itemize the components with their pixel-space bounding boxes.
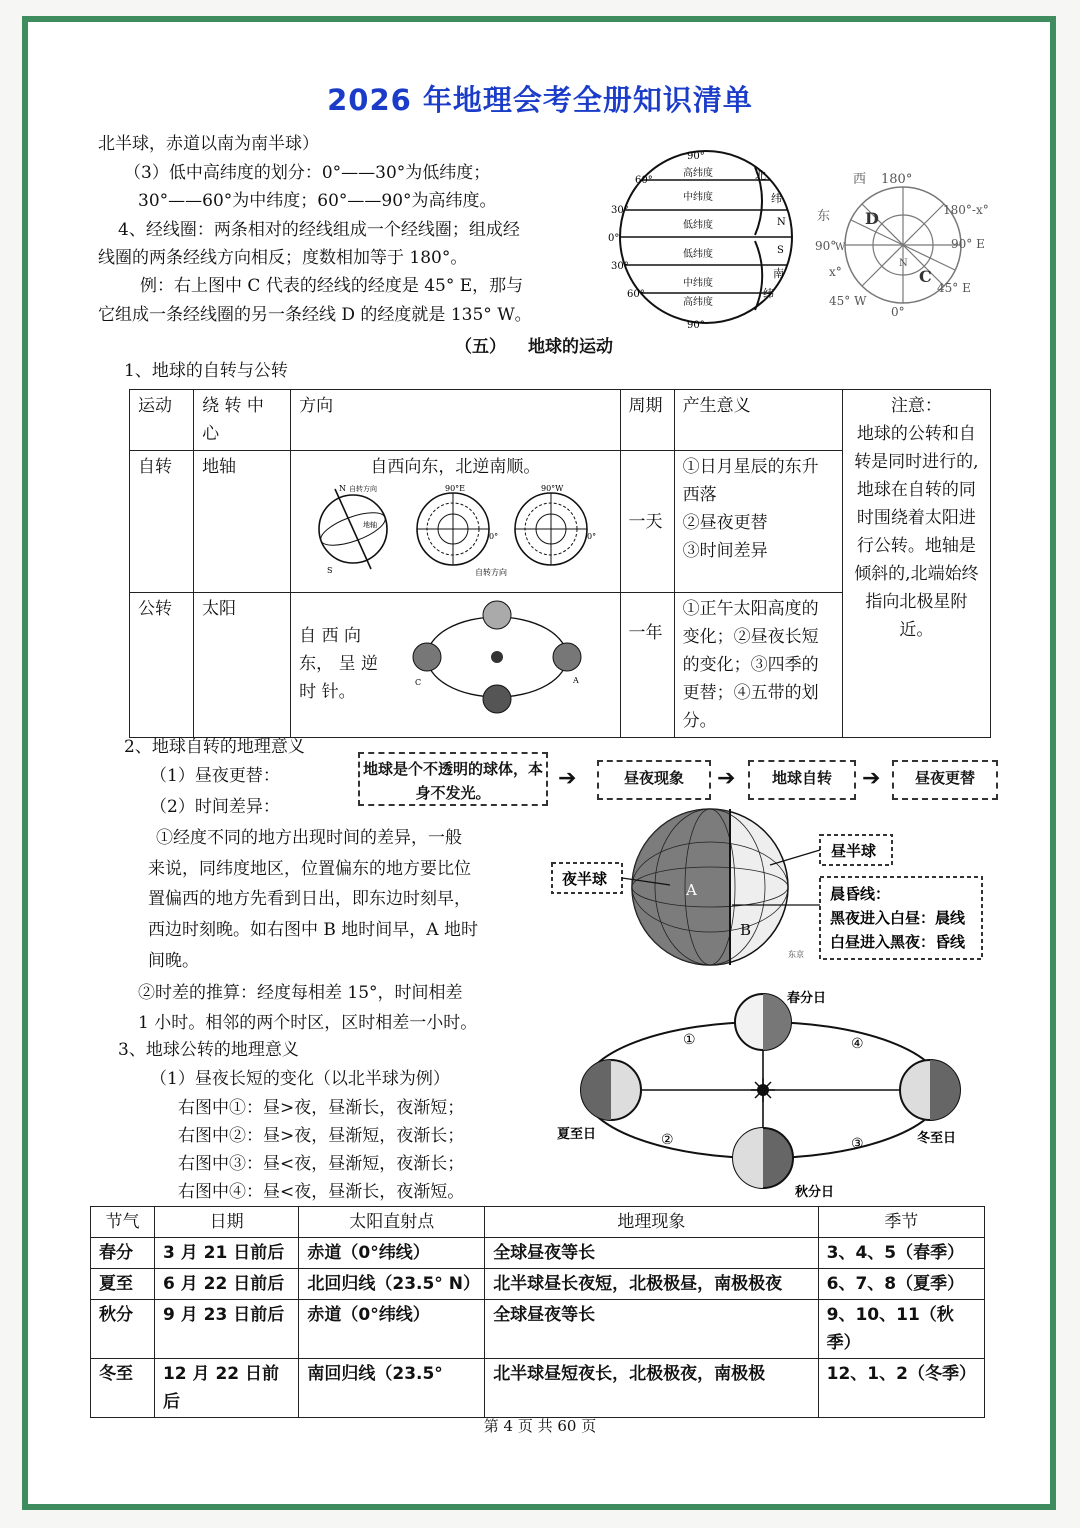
autumn-equinox-label: 秋分日 <box>795 1185 835 1200</box>
time-para-line: ①经度不同的地方出现时间的差异，一般 <box>156 828 462 848</box>
flow-arrow-icon: ➔ <box>862 766 881 791</box>
time-calc-line: ②时差的推算：经度每相差 15°，时间相差 <box>138 983 463 1003</box>
seasons-subheading: （1）昼夜长短的变化（以北半球为例） <box>150 1069 450 1089</box>
day-hemisphere-label: 昼半球 <box>831 842 877 860</box>
terminator-title: 晨昏线： <box>830 885 891 903</box>
n-label: N <box>777 217 786 228</box>
globe-figure <box>550 805 990 975</box>
flow-step-2: 昼夜现象 <box>597 760 711 800</box>
orbit-seg-3: ③ <box>851 1136 864 1152</box>
rev-c: C <box>415 678 422 687</box>
rot-0-a: 0° <box>489 532 499 541</box>
north-char: 纬 <box>771 192 782 205</box>
header-cell: 地理现象 <box>485 1207 818 1238</box>
time-calc-line: 1 小时。相邻的两个时区，区时相差一小时。 <box>138 1013 478 1033</box>
header-cell: 产生意义 <box>674 390 842 451</box>
heading-rotation-significance: 2、地球自转的地理意义 <box>124 737 305 757</box>
header-cell: 太阳直射点 <box>299 1207 485 1238</box>
point-a: A <box>686 881 697 899</box>
lat-left-label: 30° <box>611 261 629 272</box>
polar-right-top: 180°-x° <box>943 203 989 217</box>
season-cell: 6、7、8（夏季） <box>818 1269 984 1300</box>
date-cell: 3 月 21 日前后 <box>154 1238 298 1269</box>
season-line: 右图中④：昼<夜，昼渐长，夜渐短。 <box>178 1182 465 1202</box>
lat-band: 高纬度 <box>683 297 713 308</box>
header-cell: 周期 <box>620 390 674 451</box>
s-label: S <box>777 245 784 256</box>
revolution-direction-cell <box>291 593 620 738</box>
season-cell: 9、10、11（秋季） <box>818 1300 984 1359</box>
heading-rotation-revolution: 1、地球的自转与公转 <box>124 361 288 381</box>
heading-revolution-significance: 3、地球公转的地理意义 <box>118 1040 299 1060</box>
spring-equinox-label: 春分日 <box>787 991 827 1006</box>
rotation-meaning-item: ①日月星辰的东升西落 <box>682 457 819 505</box>
term-cell: 冬至 <box>91 1359 155 1418</box>
revolution-meaning: ①正午太阳高度的变化；②昼夜长短的变化；③四季的更替；④五带的划分。 <box>674 593 842 738</box>
lat-left-label: 60° <box>635 175 653 186</box>
south-char: 纬 <box>763 287 774 300</box>
table-row <box>91 1359 985 1418</box>
rotation-meaning <box>674 451 842 593</box>
lat-band: 低纬度 <box>683 249 713 260</box>
lat-band: 中纬度 <box>683 192 713 203</box>
intro-line: （3）低中高纬度的划分：0°——30°为低纬度； <box>124 163 491 183</box>
phenomenon-cell: 全球昼夜等长 <box>485 1238 818 1269</box>
east-label: 东 <box>817 209 831 224</box>
flow-arrow-icon: ➔ <box>717 766 736 791</box>
table-row <box>91 1269 985 1300</box>
subsolar-cell: 南回归线（23.5° <box>299 1359 485 1418</box>
note-heading: 注意： <box>890 396 942 416</box>
polar-bottom: 0° <box>891 305 905 319</box>
header-cell: 日期 <box>154 1207 298 1238</box>
lat-top-label: 90° <box>687 151 705 162</box>
header-cell: 绕 转 中 心 <box>194 390 291 451</box>
time-para-line: 来说，同纬度地区，位置偏东的地方要比位 <box>148 859 471 879</box>
winter-solstice-label: 冬至日 <box>917 1131 957 1146</box>
lat-band: 高纬度 <box>683 168 713 179</box>
polar-x: x° <box>829 265 842 279</box>
page-title: 2026 年地理会考全册知识清单 <box>327 83 753 117</box>
lat-left-label: 60° <box>627 289 645 300</box>
season-cell: 3、4、5（春季） <box>818 1238 984 1269</box>
polar-bl: 45° W <box>829 294 867 308</box>
polar-n: N <box>899 258 908 269</box>
season-cell: 12、1、2（冬季） <box>818 1359 984 1418</box>
rot-n: N <box>339 484 347 493</box>
section-number: （五） <box>455 337 506 357</box>
intro-line: 线圈的两条经线方向相反；度数相加等于 180°。 <box>98 248 468 268</box>
rot-dir: 自转方向 <box>349 485 378 493</box>
subsolar-cell: 赤道（0°纬线） <box>299 1238 485 1269</box>
rot-90e: 90°E <box>445 484 466 493</box>
flow-step-1: 地球是个不透明的球体，本身不发光。 <box>358 752 548 806</box>
term-cell: 秋分 <box>91 1300 155 1359</box>
time-para-line: 置偏西的地方先看到日出，即东边时刻早， <box>148 889 471 909</box>
tokyo-label: 东京 <box>788 950 804 959</box>
note-text: 地球的公转和自转是同时进行的,地球在自转的同时围绕着太阳进行公转。地轴是倾斜的,北端始终指向北极星附近。 <box>854 424 979 640</box>
polar-w: W <box>835 242 846 253</box>
rotation-period: 一天 <box>620 451 674 593</box>
orbit-seg-2: ② <box>661 1132 674 1148</box>
time-para-line: 西边时刻晚。如右图中 B 地时间早，A 地时 <box>148 920 478 940</box>
term-cell: 夏至 <box>91 1269 155 1300</box>
lat-bottom-label: 90° <box>687 320 705 330</box>
phenomenon-cell: 全球昼夜等长 <box>485 1300 818 1359</box>
polar-left: 90° <box>815 239 837 253</box>
rot-axis: 地轴 <box>363 521 378 529</box>
orbit-figure <box>555 982 985 1204</box>
daynight-heading: （1）昼夜更替： <box>150 766 280 786</box>
revolution-period: 一年 <box>620 593 674 738</box>
orbit-seg-4: ④ <box>851 1036 864 1052</box>
dawn-line-label: 黑夜进入白昼：晨线 <box>830 909 966 927</box>
header-cell: 方向 <box>291 390 620 451</box>
north-char: 北 <box>755 169 766 182</box>
header-cell: 运动 <box>130 390 194 451</box>
rotation-center: 地轴 <box>194 451 291 593</box>
lat-band: 中纬度 <box>683 278 713 289</box>
phenomenon-cell: 北半球昼长夜短，北极极昼，南极极夜 <box>485 1269 818 1300</box>
flow-arrow-icon: ➔ <box>558 766 577 791</box>
rotation-direction-cell <box>291 451 620 593</box>
polar-right: 90° E <box>951 237 985 251</box>
table-row <box>91 1300 985 1359</box>
date-cell: 12 月 22 日前后 <box>154 1359 298 1418</box>
rot-dir-b: 自转方向 <box>475 568 508 577</box>
lat-left-label: 0° <box>608 233 620 244</box>
lat-band: 低纬度 <box>683 220 713 231</box>
time-para-line: 间晚。 <box>148 951 199 971</box>
rotation-meaning-item: ③时间差异 <box>682 541 768 561</box>
west-label: 西 <box>853 172 867 187</box>
term-cell: 春分 <box>91 1238 155 1269</box>
rotation-figure <box>305 481 605 577</box>
polar-top: 180° <box>881 172 913 187</box>
season-line: 右图中②：昼>夜，昼渐短，夜渐长； <box>178 1126 465 1146</box>
table-row <box>91 1238 985 1269</box>
rotation-direction: 自西向东，北逆南顺。 <box>370 457 541 477</box>
revolution-figure <box>409 595 589 719</box>
rot-0-b: 0° <box>587 532 597 541</box>
page-footer: 第 4 页 共 60 页 <box>483 1417 597 1435</box>
subsolar-cell: 北回归线（23.5° N） <box>299 1269 485 1300</box>
solar-terms-table <box>90 1206 985 1418</box>
south-char: 南 <box>773 267 784 280</box>
polar-d: D <box>865 209 879 228</box>
rot-90w: 90°W <box>541 484 564 493</box>
intro-line: 它组成一条经线圈的另一条经线 D 的经度就是 135° W。 <box>98 305 532 325</box>
rot-s: S <box>327 566 333 575</box>
night-hemisphere-label: 夜半球 <box>562 870 608 888</box>
lat-left-label: 30° <box>611 205 629 216</box>
season-line: 右图中③：昼<夜，昼渐短，夜渐长； <box>178 1154 465 1174</box>
polar-c: C <box>919 267 932 286</box>
point-b: B <box>740 921 752 939</box>
intro-line: 例：右上图中 C 代表的经线的经度是 45° E，那与 <box>140 276 524 296</box>
revolution-name: 公转 <box>130 593 194 738</box>
flow-step-4: 昼夜更替 <box>892 760 998 800</box>
section-title: 地球的运动 <box>528 337 613 357</box>
revolution-center: 太阳 <box>194 593 291 738</box>
dusk-line-label: 白昼进入黑夜：昏线 <box>830 933 966 951</box>
rotation-name: 自转 <box>130 451 194 593</box>
header-cell: 季节 <box>818 1207 984 1238</box>
timediff-heading: （2）时间差异： <box>150 797 280 817</box>
summer-solstice-label: 夏至日 <box>557 1127 597 1142</box>
intro-line: 4、经线圈：两条相对的经线组成一个经线圈；组成经 <box>118 220 520 240</box>
polar-br: 45° E <box>937 281 971 295</box>
rotation-meaning-item: ②昼夜更替 <box>682 513 768 533</box>
polar-longitude-diagram <box>815 168 1005 320</box>
date-cell: 9 月 23 日前后 <box>154 1300 298 1359</box>
header-cell: 节气 <box>91 1207 155 1238</box>
intro-line: 30°——60°为中纬度；60°——90°为高纬度。 <box>138 191 497 211</box>
flow-step-3: 地球自转 <box>748 760 856 800</box>
subsolar-cell: 赤道（0°纬线） <box>299 1300 485 1359</box>
season-line: 右图中①：昼>夜，昼渐长，夜渐短； <box>178 1098 465 1118</box>
intro-line: 北半球，赤道以南为南半球） <box>98 134 319 154</box>
latitude-diagram <box>605 145 815 330</box>
motion-table <box>129 389 991 738</box>
orbit-seg-1: ① <box>683 1032 696 1048</box>
note-cell <box>842 390 990 738</box>
phenomenon-cell: 北半球昼短夜长，北极极夜，南极极 <box>485 1359 818 1418</box>
rev-a: A <box>573 676 579 685</box>
revolution-direction: 自 西 向 东， 呈 逆 时 针。 <box>299 626 378 702</box>
date-cell: 6 月 22 日前后 <box>154 1269 298 1300</box>
